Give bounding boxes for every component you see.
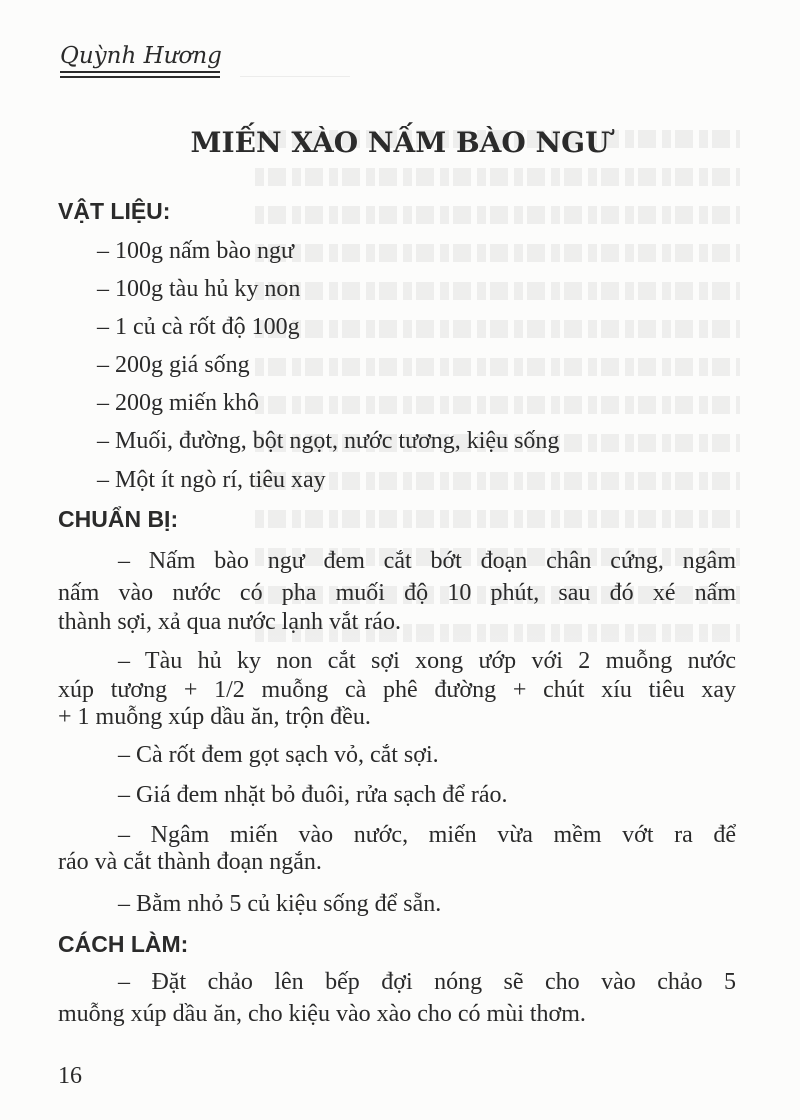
preparation-heading: CHUẨN BỊ: [58,506,179,532]
preparation-line: – Tàu hủ ky non cắt sợi xong ướp với 2 muỗng nước [118,648,736,674]
author-logo [58,40,224,82]
preparation-line: – Nấm bào ngư đem cắt bớt đoạn chân cứng, ngâm [118,548,736,574]
preparation-line: nấm vào nước có pha muối độ 10 phút, sau đó xé nấm [58,580,736,606]
logo-underline [60,71,220,73]
ingredient-item: – 100g tàu hủ ky non [97,276,301,302]
method-line: – Đặt chảo lên bếp đợi nóng sẽ cho vào chảo 5 [118,969,736,995]
ingredient-item: – Một ít ngò rí, tiêu xay [97,467,326,493]
ingredient-item: – 200g giá sống [97,352,250,378]
page-number: 16 [58,1063,82,1089]
ingredient-item: – 200g miến khô [97,390,259,416]
ingredient-item: – 100g nấm bào ngư [97,238,294,264]
logo-underline [60,76,220,78]
preparation-line: xúp tương + 1/2 muỗng cà phê đường + chút xíu tiêu xay [58,677,736,703]
preparation-line: ráo và cắt thành đoạn ngắn. [58,849,322,875]
recipe-title: MIẾN XÀO NẤM BÀO NGƯ [190,126,610,159]
preparation-line: thành sợi, xả qua nước lạnh vắt ráo. [58,609,401,635]
method-line: muỗng xúp dầu ăn, cho kiệu vào xào cho có mùi thơm. [58,1001,586,1027]
preparation-line: + 1 muỗng xúp dầu ăn, trộn đều. [58,704,371,730]
ingredients-heading: VẬT LIỆU: [58,198,171,224]
preparation-line: – Cà rốt đem gọt sạch vỏ, cắt sợi. [118,742,439,768]
ingredient-item: – Muối, đường, bột ngọt, nước tương, kiệu sống [97,428,560,454]
preparation-line: – Ngâm miến vào nước, miến vừa mềm vớt ra để [118,822,736,848]
author-logo-text: Quỳnh Hương [60,43,222,69]
method-heading: CÁCH LÀM: [58,931,189,957]
ingredient-item: – 1 củ cà rốt độ 100g [97,314,300,340]
preparation-line: – Giá đem nhặt bỏ đuôi, rửa sạch để ráo. [118,782,508,808]
show-through-header [240,50,350,77]
preparation-line: – Bằm nhỏ 5 củ kiệu sống để sẵn. [118,891,442,917]
